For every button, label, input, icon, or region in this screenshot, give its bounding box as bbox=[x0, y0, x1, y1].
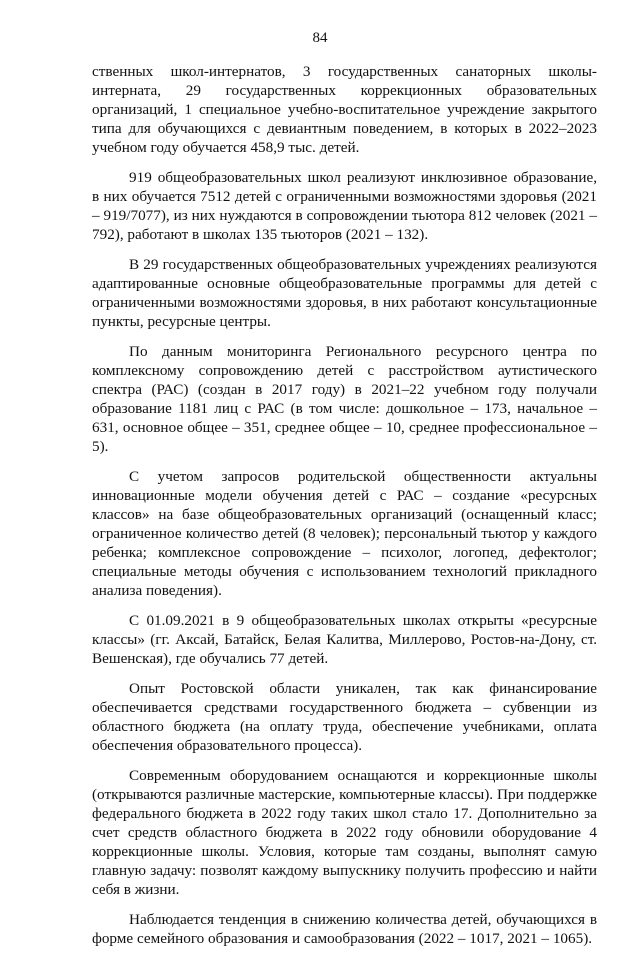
paragraph-4: По данным мониторинга Регионального ресурсного центра по комплексному сопровождению детей с расстройством аутистического спектра (РАС) (создан в 2017 году) в 2021–22 учебном году получали образование 1181 лиц с РАС (в том числе: дошкольное – 173, начальное – 631, основное общее – 351, среднее общее – 10, среднее профессиональное – 5). bbox=[92, 343, 597, 455]
paragraph-6: С 01.09.2021 в 9 общеобразовательных школах открыты «ресурсные классы» (гг. Аксай, Батайск, Белая Калитва, Миллерово, Ростов-на-Дону, ст. Вешенская), где обучались 77 детей. bbox=[92, 612, 597, 667]
paragraph-7: Опыт Ростовской области уникален, так как финансирование обеспечивается средствами государственного бюджета – субвенции из областного бюджета (на оплату труда, обеспечение учебниками, оплата обеспечения образовательного процесса). bbox=[92, 680, 597, 754]
document-body bbox=[92, 62, 597, 959]
paragraph-1: ственных школ-интернатов, 3 государственных санаторных школы-интерната, 29 государственных коррекционных образовательных организаций, 1 специальное учебно-воспитательное учреждение закрытого типа для обучающихся с девиантным поведением, в которых в 2022–2023 учебном году обучается 458,9 тыс. детей. bbox=[92, 63, 597, 156]
paragraph-5: С учетом запросов родительской общественности актуальны инновационные модели обучения детей с РАС – создание «ресурсных классов» на базе общеобразовательных организаций (оснащенный класс; ограниченное количество детей (8 человек); персональный тьютор у каждого ребенка; комплексное сопровождение – психолог, логопед, дефектолог; специальные методы обучения с использованием технологий прикладного анализа поведения). bbox=[92, 468, 597, 599]
paragraph-3: В 29 государственных общеобразовательных учреждениях реализуются адаптированные основные общеобразовательные программы для детей с ограниченными возможностями здоровья, в них работают консультационные пункты, ресурсные центры. bbox=[92, 256, 597, 330]
paragraph-2: 919 общеобразовательных школ реализуют инклюзивное образование, в них обучается 7512 детей с ограниченными возможностями здоровья (2021 – 919/7077), из них нуждаются в сопровождении тьютора 812 человек (2021 – 792), работают в школах 135 тьюторов (2021 – 132). bbox=[92, 169, 597, 243]
paragraph-8: Современным оборудованием оснащаются и коррекционные школы (открываются различные мастерские, компьютерные классы). При поддержке федерального бюджета в 2022 году таких школ стало 17. Дополнительно за счет средств областного бюджета в 2022 году обновили оборудование 4 коррекционные школы. Условия, которые там созданы, выполнят самую главную задачу: позволят каждому выпускнику получить профессию и найти себя в жизни. bbox=[92, 767, 597, 898]
page-number: 84 bbox=[312, 30, 328, 46]
paragraph-9: Наблюдается тенденция в снижению количества детей, обучающихся в форме семейного образования и самообразования (2022 – 1017, 2021 – 1065). bbox=[92, 911, 597, 947]
